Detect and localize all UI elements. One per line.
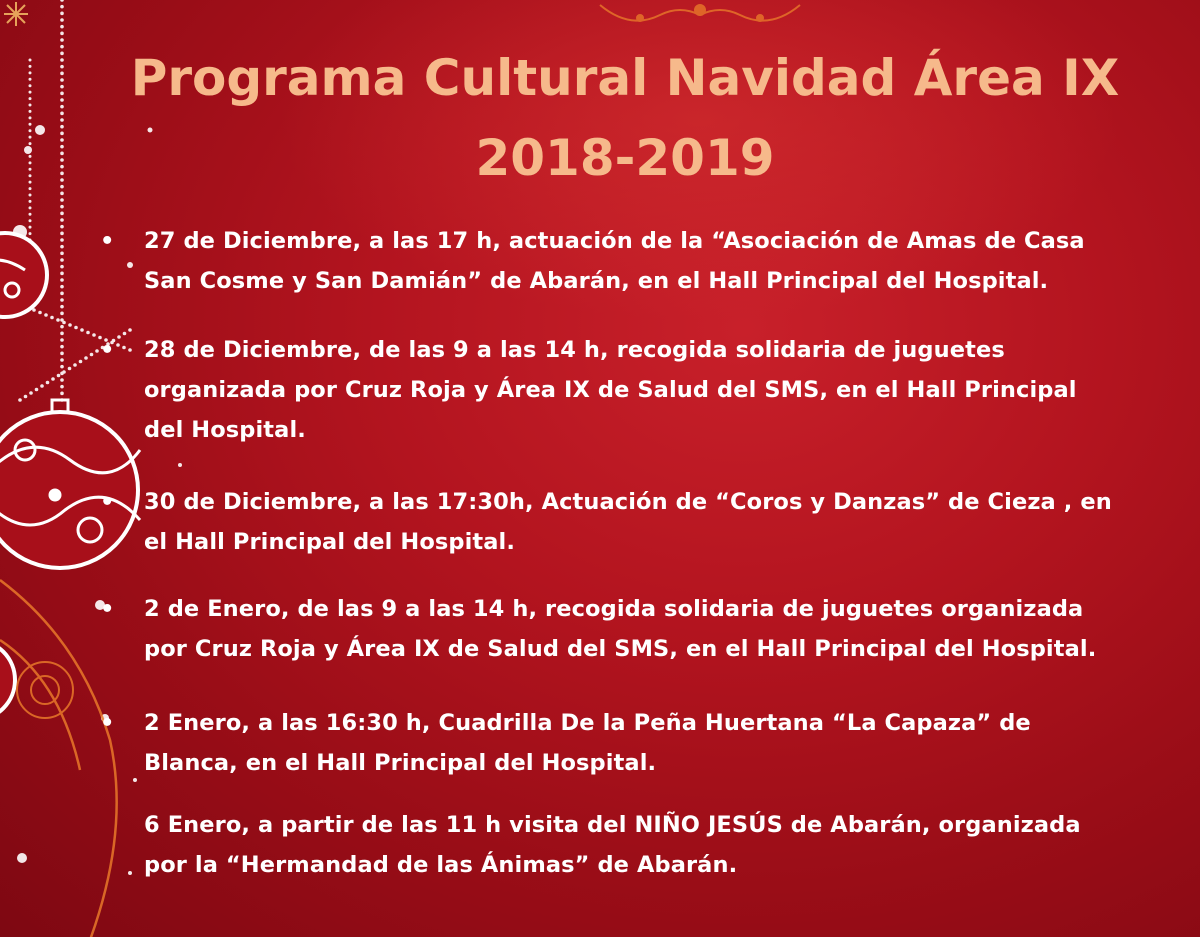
- title-line: Programa Cultural Navidad Área IX: [130, 49, 1120, 107]
- bullet: •: [100, 596, 115, 622]
- event-item: [100, 330, 1184, 450]
- event-text-line: 27 de Diciembre, a las 17 h, actuación de la “Asociación de Amas de Casa: [144, 228, 1085, 254]
- bullet: •: [100, 489, 115, 515]
- event-text-line: del Hospital.: [144, 417, 306, 443]
- event-item: [100, 589, 1184, 669]
- title-line: 2018-2019: [475, 129, 775, 187]
- event-item: [100, 221, 1184, 301]
- event-text-line: San Cosme y San Damián” de Abarán, en el Hall Principal del Hospital.: [144, 268, 1049, 294]
- event-item: [100, 482, 1184, 562]
- event-text-line: organizada por Cruz Roja y Área IX de Salud del SMS, en el Hall Principal: [144, 377, 1077, 403]
- bullet: •: [100, 228, 115, 254]
- bullet: •: [100, 337, 115, 363]
- event-text-line: 2 Enero, a las 16:30 h, Cuadrilla De la Peña Huertana “La Capaza” de: [144, 710, 1031, 736]
- event-item: [144, 805, 1184, 885]
- event-text-line: 2 de Enero, de las 9 a las 14 h, recogida solidaria de juguetes organizada: [144, 596, 1084, 622]
- event-text-line: Blanca, en el Hall Principal del Hospital.: [144, 750, 657, 776]
- event-text-line: el Hall Principal del Hospital.: [144, 529, 515, 555]
- event-item: [100, 703, 1184, 783]
- event-text-line: por Cruz Roja y Área IX de Salud del SMS, en el Hall Principal del Hospital.: [144, 636, 1097, 662]
- event-text-line: por la “Hermandad de las Ánimas” de Abarán.: [144, 852, 738, 878]
- bullet: •: [100, 710, 115, 736]
- event-text-line: 28 de Diciembre, de las 9 a las 14 h, recogida solidaria de juguetes: [144, 337, 1005, 363]
- event-text-line: 30 de Diciembre, a las 17:30h, Actuación de “Coros y Danzas” de Cieza , en: [144, 489, 1112, 515]
- event-text-line: 6 Enero, a partir de las 11 h visita del NIÑO JESÚS de Abarán, organizada: [144, 812, 1081, 838]
